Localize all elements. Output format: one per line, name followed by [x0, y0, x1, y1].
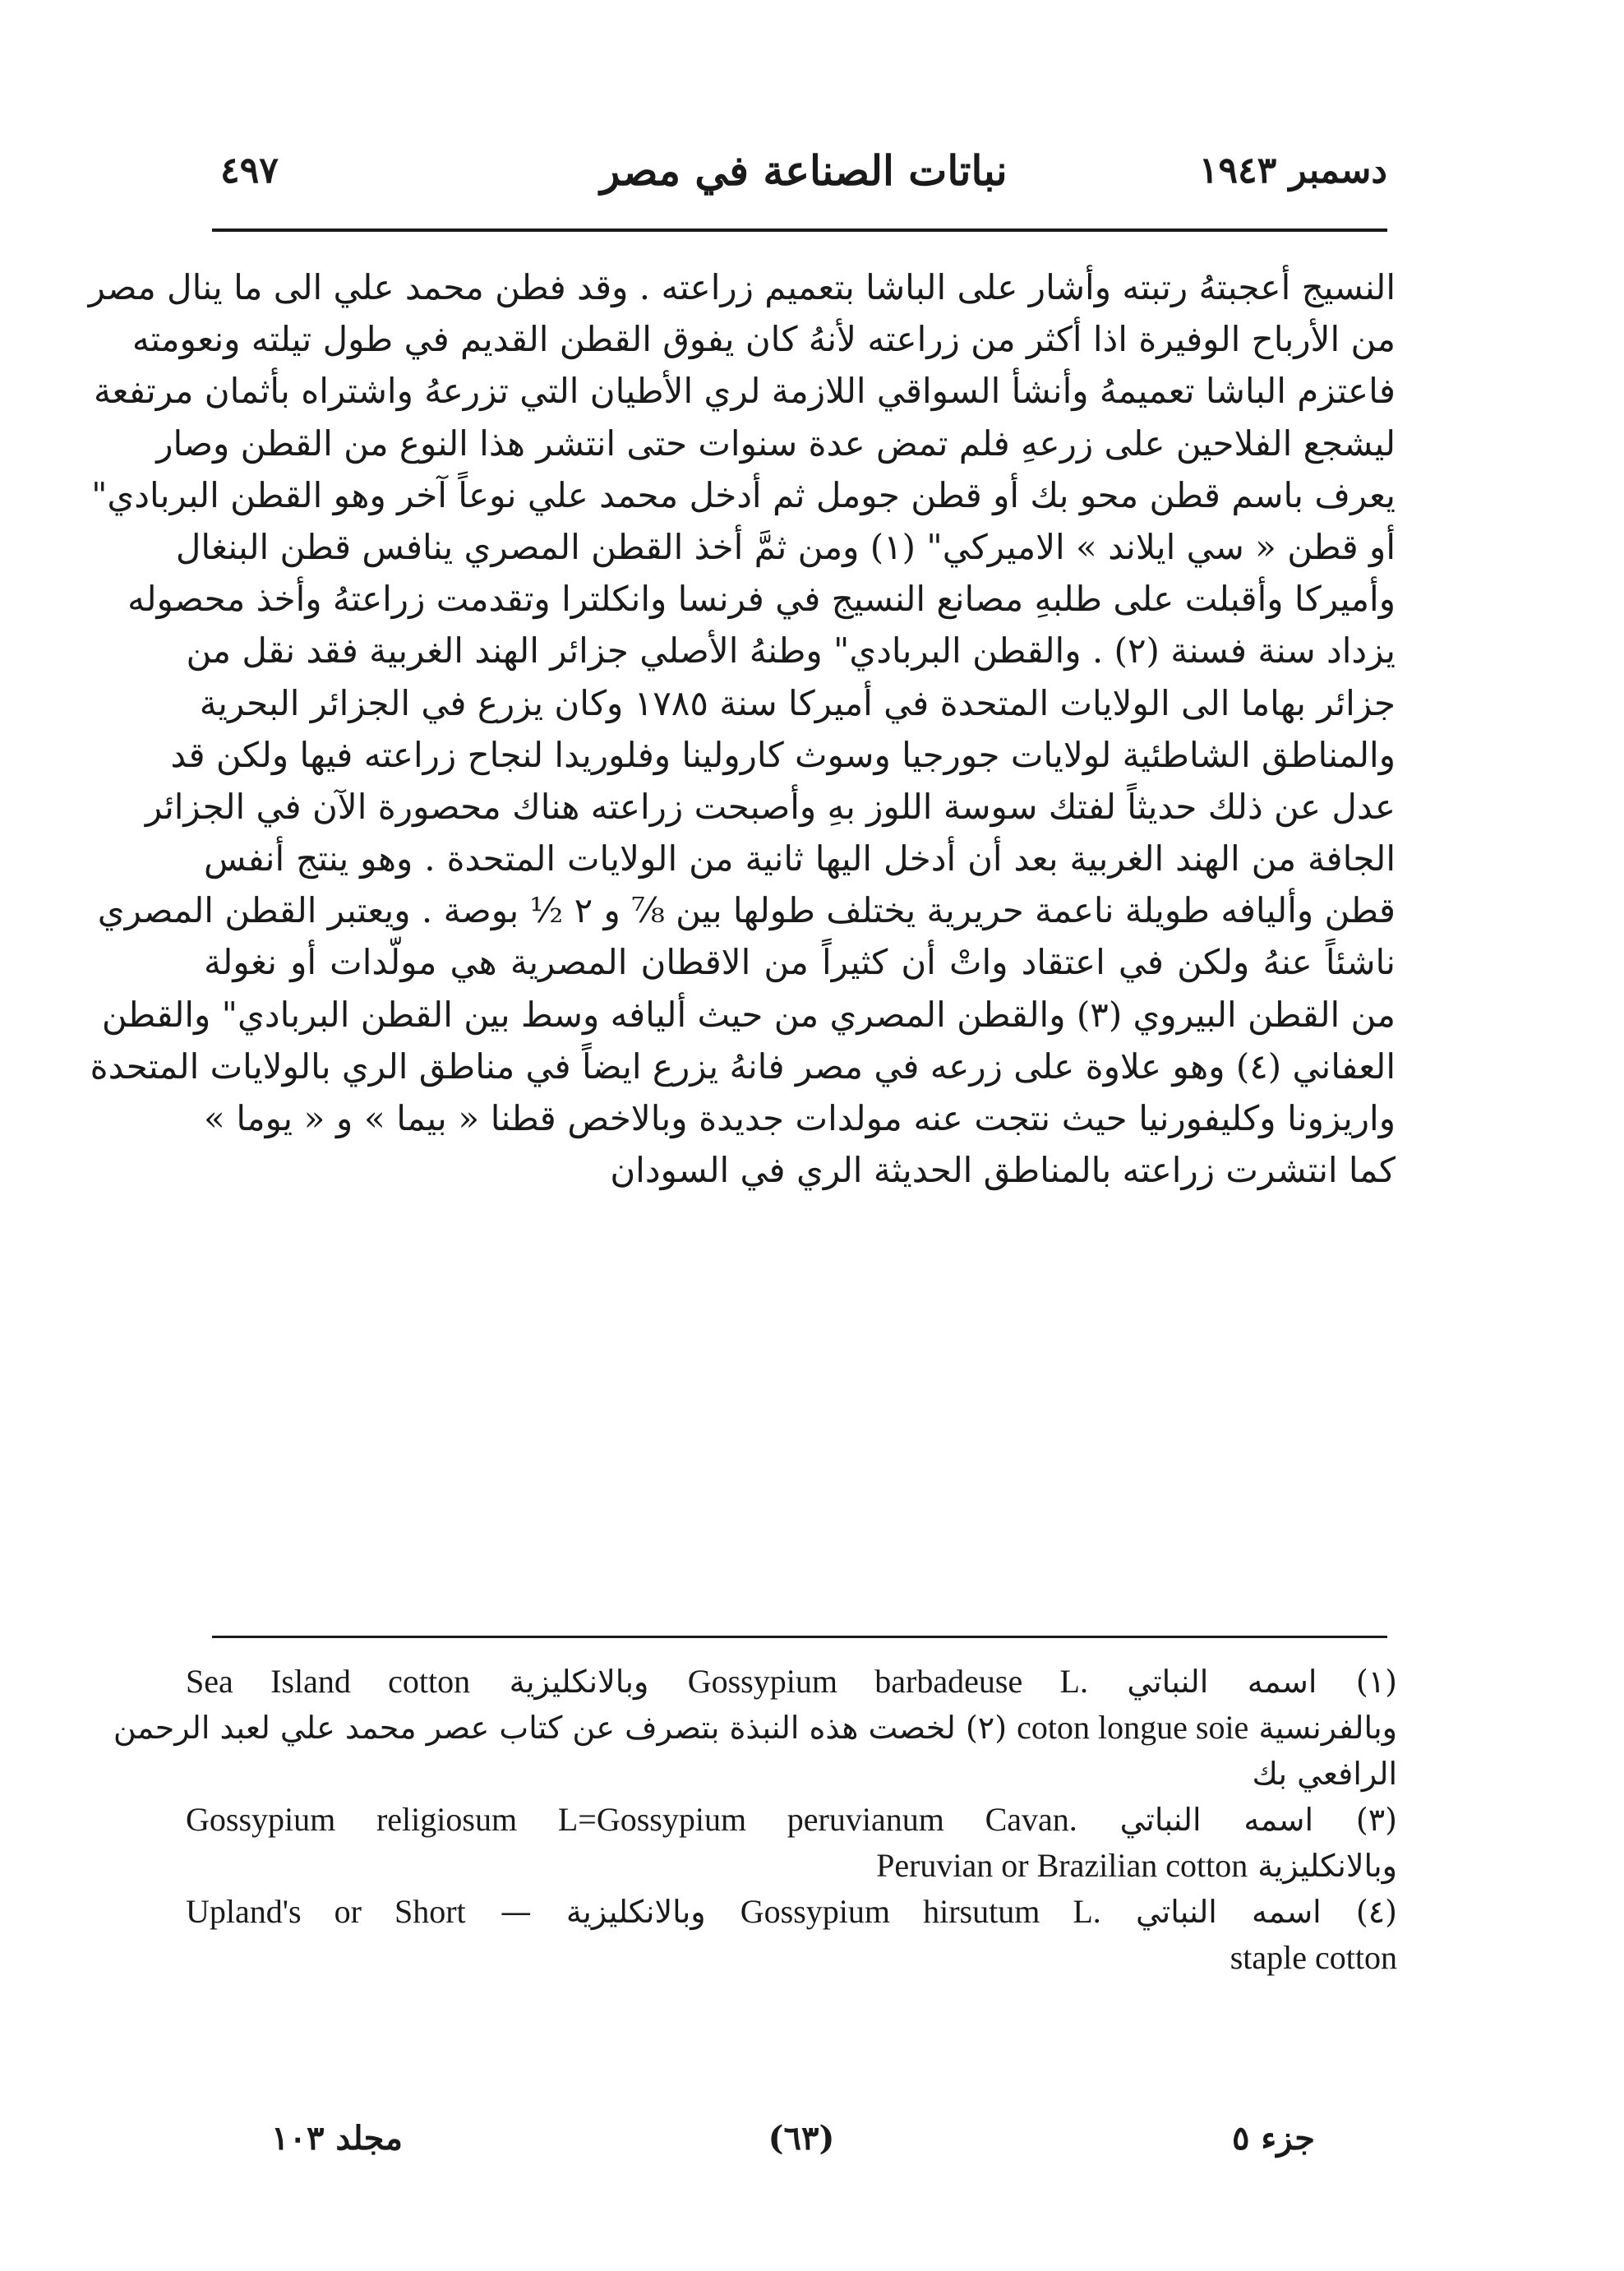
footnote-3	[186, 1797, 1397, 1843]
footnote-2	[113, 1705, 1397, 1751]
footnote-text: وبالانكليزية —	[500, 1894, 706, 1930]
running-header	[220, 146, 1387, 204]
footnote-text: وبالفرنسية	[1258, 1710, 1397, 1746]
footnote-marker: (٢)	[965, 1710, 1008, 1746]
body-line: من القطن البيروي (٣) والقطن المصري من حيث أليافه وسط بين القطن البربادي" والقطن	[101, 994, 1396, 1035]
footnote-marker: (١)	[1355, 1664, 1397, 1700]
footnote-english: staple cotton	[1230, 1939, 1397, 1976]
body-line: ليشجع الفلاحين على زرعهِ فلم تمض عدة سنوات حتى انتشر هذا النوع من القطن وصار	[156, 422, 1396, 464]
footnote-french: coton longue soie	[1017, 1709, 1249, 1746]
footer-page-number: (٦٣)	[768, 2119, 835, 2158]
footnote-4	[186, 1889, 1397, 1935]
footnote-latin: Gossypium religiosum L=Gossypium peruvianum Cavan.	[186, 1801, 1077, 1838]
body-line: وأميركا وأقبلت على طلبهِ مصانع النسيج في فرنسا وانكلترا وتقدمت زراعتهُ وأخذ محصوله	[127, 579, 1396, 620]
footnote-english: Upland's or Short	[186, 1893, 466, 1930]
body-line: كما انتشرت زراعته بالمناطق الحديثة الري في السودان	[610, 1150, 1396, 1191]
body-line: العفاني (٤) وهو علاوة على زرعه في مصر فانهُ يزرع ايضاً في مناطق الري بالولايات المتحدة	[90, 1045, 1396, 1087]
footnote-english: Peruvian or Brazilian cotton	[876, 1847, 1248, 1884]
footnote-3-cont	[186, 1843, 1397, 1889]
footnote-2-cont	[186, 1751, 1397, 1797]
footnote-english: Sea Island cotton	[186, 1663, 471, 1700]
footnote-text: لخصت هذه النبذة بتصرف عن كتاب عصر محمد علي لعبد الرحمن	[113, 1710, 956, 1746]
footer-part: جزء ٥	[1231, 2119, 1315, 2158]
body-text	[88, 261, 1396, 1196]
footnote-latin: Gossypium barbadeuse L.	[687, 1663, 1088, 1700]
footnote-text: اسمه النباتي	[1135, 1894, 1322, 1930]
footnote-text: وبالانكليزية	[509, 1664, 649, 1700]
footnote-4-cont	[186, 1935, 1397, 1981]
body-line: الجافة من الهند الغربية بعد أن أدخل اليها ثانية من الولايات المتحدة . وهو ينتج أنفس	[204, 838, 1396, 879]
body-line: يعرف باسم قطن محو بك أو قطن جومل ثم أدخل محمد علي نوعاً آخر وهو القطن البربادي"	[91, 474, 1396, 515]
footnote-text: اسمه النباتي	[1127, 1664, 1317, 1700]
footnote-text: وبالانكليزية	[1257, 1848, 1397, 1884]
footer-volume: مجلد ١٠٣	[271, 2119, 403, 2158]
footnote-text: اسمه النباتي	[1119, 1802, 1314, 1838]
footnote-marker: (٣)	[1355, 1802, 1397, 1838]
body-line: والمناطق الشاطئية لولايات جورجيا وسوث كارولينا وفلوريدا لنجاح زراعته فيها ولكن قد	[170, 734, 1396, 775]
header-date: دسمبر ١٩٤٣	[1198, 150, 1387, 192]
body-line: من الأرباح الوفيرة اذا أكثر من زراعته لأنهُ كان يفوق القطن القديم في طول تيلته ونعومته	[131, 319, 1396, 360]
footnote-latin: Gossypium hirsutum L.	[740, 1893, 1101, 1930]
body-line: جزائر بهاما الى الولايات المتحدة في أميركا سنة ١٧٨٥ وكان يزرع في الجزائر البحرية	[199, 682, 1396, 723]
body-line: النسيج أعجبتهُ رتبته وأشار على الباشا بتعميم زراعته . وقد فطن محمد علي الى ما ينال مصر	[88, 267, 1396, 307]
header-title: نباتات الصناعة في مصر	[600, 146, 1008, 195]
footnote-text: الرافعي بك	[1252, 1756, 1397, 1792]
footnote-1	[186, 1659, 1397, 1705]
footnote-marker: (٤)	[1355, 1894, 1397, 1930]
body-line: أو قطن « سي ايلاند » الاميركي" (١) ومن ثمَّ أخذ القطن المصري ينافس قطن البنغال	[175, 526, 1396, 567]
body-line: يزداد سنة فسنة (٢) . والقطن البربادي" وطنهُ الأصلي جزائر الهند الغربية فقد نقل من	[186, 630, 1396, 672]
footnotes	[113, 1659, 1397, 1981]
body-line: قطن وأليافه طويلة ناعمة حريرية يختلف طولها بين ⅞ و ٢ ½ بوصة . ويعتبر القطن المصري	[97, 890, 1396, 931]
header-page-number: ٤٩٧	[220, 150, 279, 192]
page-footer	[238, 2119, 1364, 2168]
footnote-rule	[212, 1636, 1387, 1638]
header-rule	[212, 228, 1387, 232]
body-line: واريزونا وكليفورنيا حيث نتجت عنه مولدات جديدة وبالاخص قطنا « بيما » و « يوما »	[204, 1098, 1396, 1138]
body-line: ناشئاً عنهُ ولكن في اعتقاد واتْ أن كثيراً من الاقطان المصرية هي مولّدات أو نغولة	[204, 942, 1396, 983]
body-line: عدل عن ذلك حديثاً لفتك سوسة اللوز بهِ وأصبحت زراعته هناك محصورة الآن في الجزائر	[145, 786, 1396, 827]
body-line: فاعتزم الباشا تعميمهُ وأنشأ السواقي اللازمة لري الأطيان التي تزرعهُ واشتراه بأثمان مرتفعة	[94, 371, 1396, 412]
